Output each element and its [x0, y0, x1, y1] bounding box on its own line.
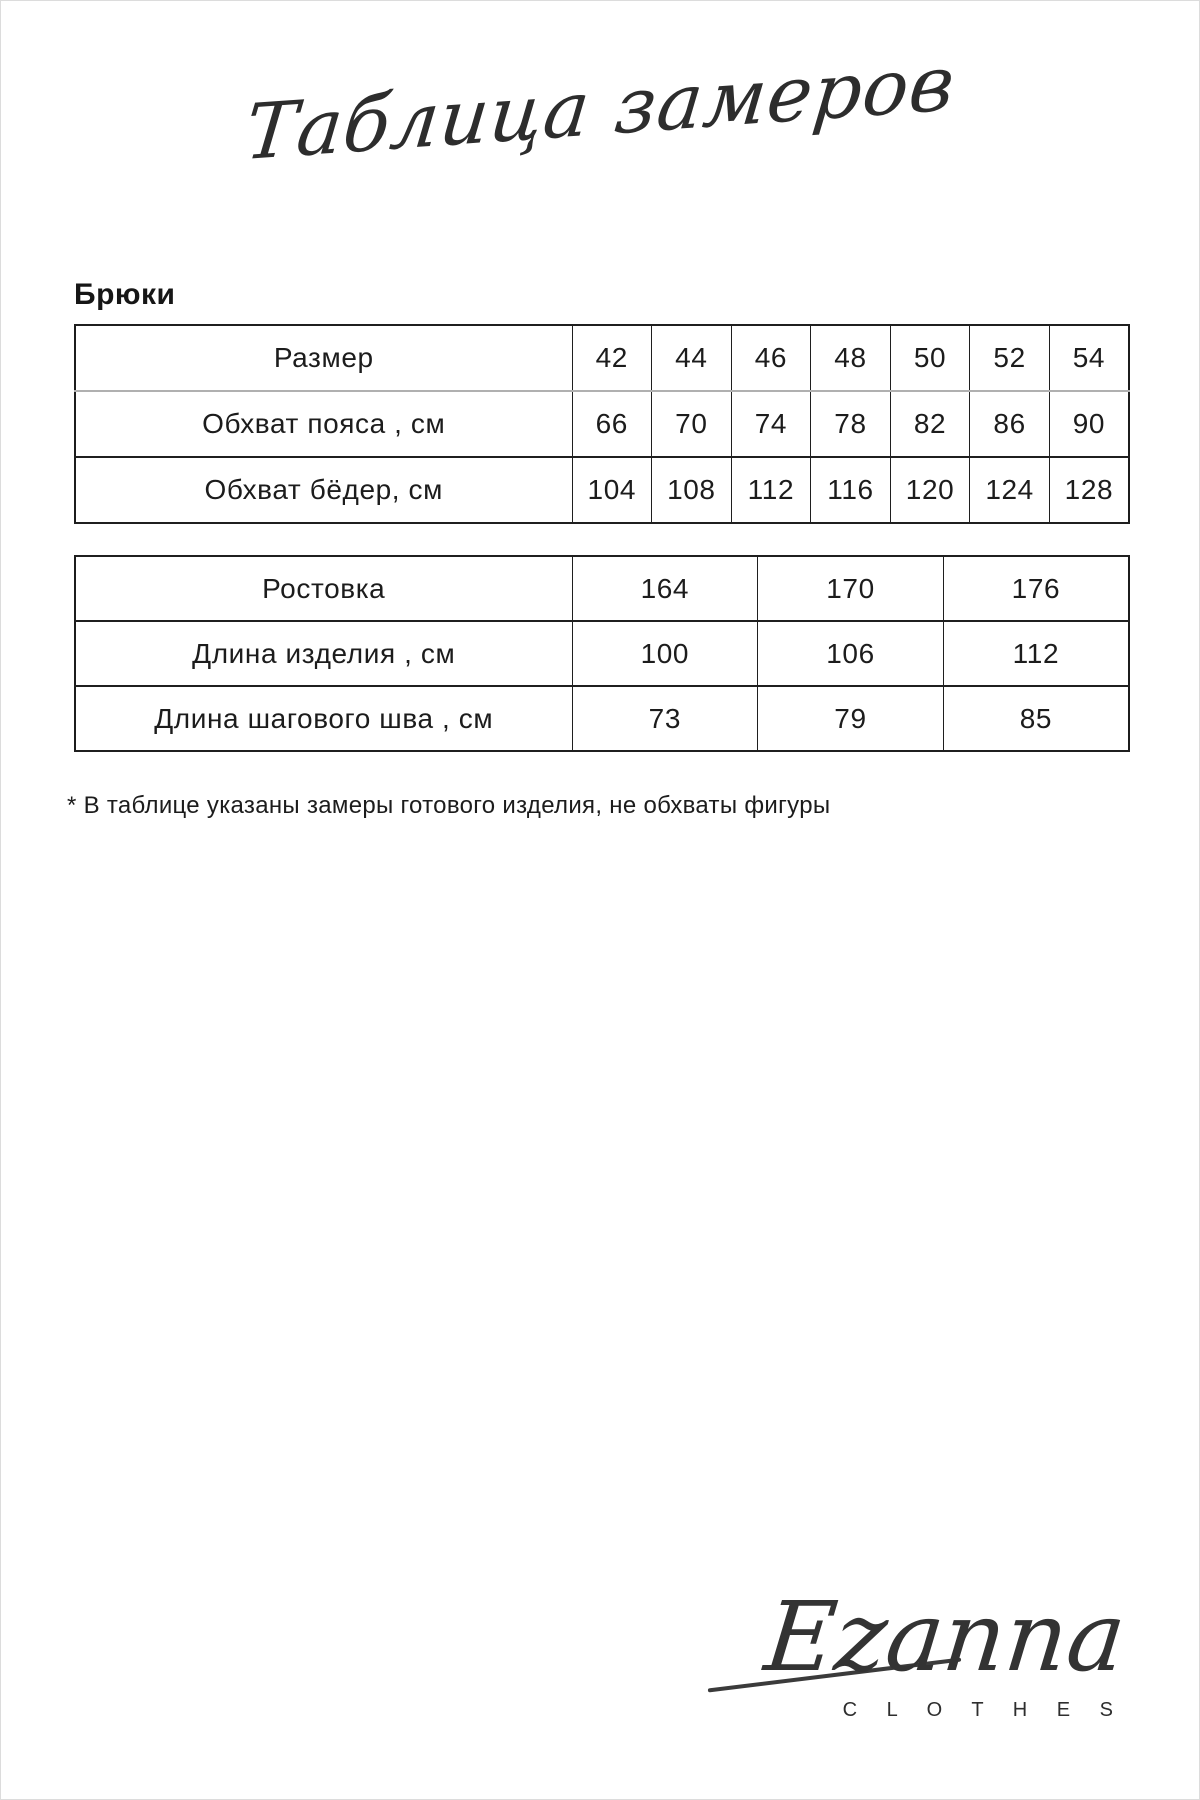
hips-cell: 124	[970, 457, 1050, 523]
waist-cell: 66	[572, 391, 652, 457]
height-cell: 170	[758, 556, 944, 621]
footnote-text: * В таблице указаны замеры готового изделия, не обхваты фигуры	[67, 792, 831, 819]
table-row	[75, 686, 1129, 751]
table-row	[75, 621, 1129, 686]
row-label-inseam: Длина шагового шва , см	[75, 686, 572, 751]
brand-logo-script: Ezanna	[760, 1581, 1131, 1693]
size-cell: 52	[970, 325, 1050, 391]
hips-cell: 108	[652, 457, 732, 523]
table-row	[75, 325, 1129, 391]
size-cell: 46	[731, 325, 811, 391]
hips-cell: 104	[572, 457, 652, 523]
row-label-hips: Обхват бёдер, см	[75, 457, 572, 523]
hips-cell: 116	[811, 457, 891, 523]
waist-cell: 74	[731, 391, 811, 457]
size-cell: 48	[811, 325, 891, 391]
length-measurements-table	[74, 555, 1130, 752]
waist-cell: 90	[1049, 391, 1129, 457]
waist-cell: 86	[970, 391, 1050, 457]
garment-length-cell: 100	[572, 621, 758, 686]
size-cell: 42	[572, 325, 652, 391]
height-cell: 164	[572, 556, 758, 621]
garment-length-cell: 106	[758, 621, 944, 686]
size-cell: 54	[1049, 325, 1129, 391]
brand-logo-subtext: C L O T H E S	[842, 1699, 1125, 1721]
size-measurements-table	[74, 324, 1130, 524]
size-cell: 50	[890, 325, 970, 391]
table-row	[75, 391, 1129, 457]
size-cell: 44	[652, 325, 732, 391]
row-label-waist: Обхват пояса , см	[75, 391, 572, 457]
inseam-cell: 85	[943, 686, 1129, 751]
hips-cell: 112	[731, 457, 811, 523]
height-cell: 176	[943, 556, 1129, 621]
hips-cell: 128	[1049, 457, 1129, 523]
brand-logo	[725, 1581, 1131, 1757]
product-heading: Брюки	[74, 278, 176, 311]
row-label-size: Размер	[75, 325, 572, 391]
inseam-cell: 73	[572, 686, 758, 751]
row-label-garment-length: Длина изделия , см	[75, 621, 572, 686]
waist-cell: 70	[652, 391, 732, 457]
hips-cell: 120	[890, 457, 970, 523]
waist-cell: 82	[890, 391, 970, 457]
page-title-script: Таблица замеров	[240, 37, 960, 178]
inseam-cell: 79	[758, 686, 944, 751]
table-row	[75, 556, 1129, 621]
page-title-wrap	[1, 37, 1199, 178]
row-label-height-group: Ростовка	[75, 556, 572, 621]
waist-cell: 78	[811, 391, 891, 457]
table-row	[75, 457, 1129, 523]
garment-length-cell: 112	[943, 621, 1129, 686]
